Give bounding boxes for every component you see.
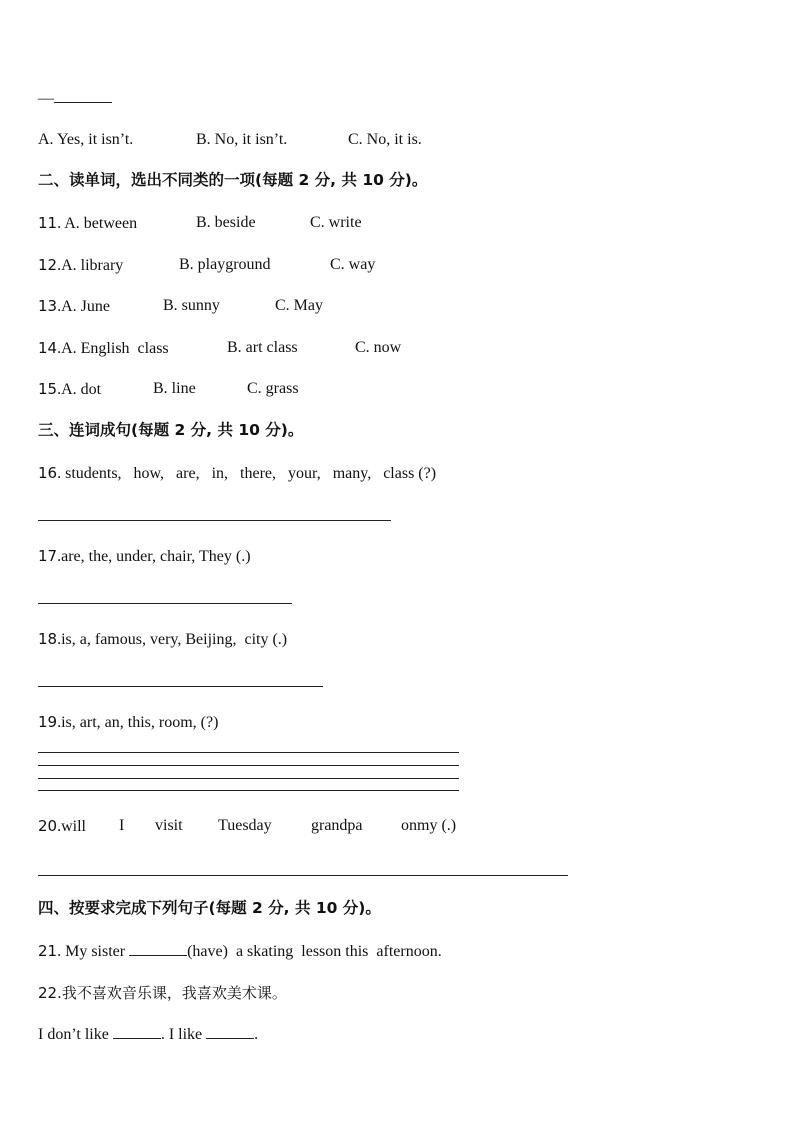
option-c: C. May bbox=[275, 297, 323, 314]
option-c: C. No, it is. bbox=[348, 131, 422, 148]
option-b: B. playground bbox=[179, 256, 271, 273]
sentence-middle: . I like bbox=[160, 1026, 207, 1043]
question-number: 21 bbox=[38, 942, 58, 960]
word-1-row bbox=[38, 816, 86, 837]
question-number: 20 bbox=[38, 817, 58, 835]
option-a: .A. library bbox=[57, 257, 124, 274]
answer-line-19a[interactable] bbox=[38, 752, 459, 753]
question-number: 16 bbox=[38, 464, 58, 482]
section-4-heading: 四、按要求完成下列句子(每题 2 分, 共 10 分)。 bbox=[38, 899, 381, 917]
option-a-row bbox=[38, 255, 123, 276]
answer-line-18[interactable] bbox=[38, 686, 323, 687]
word-2: I bbox=[119, 817, 125, 834]
answer-line-19c[interactable] bbox=[38, 778, 459, 779]
option-c: C. now bbox=[355, 339, 402, 356]
answer-line-19b[interactable] bbox=[38, 765, 459, 766]
option-b: B. No, it isn’t. bbox=[196, 131, 288, 148]
question-number: 15 bbox=[38, 380, 58, 398]
dash-mark: — bbox=[38, 90, 54, 107]
word-1: .will bbox=[57, 818, 86, 835]
option-b: B. line bbox=[153, 380, 196, 397]
option-c: C. write bbox=[310, 214, 362, 231]
question-21 bbox=[38, 941, 442, 962]
answer-line-17[interactable] bbox=[38, 603, 292, 604]
word-list: .is, art, an, this, room, (?) bbox=[57, 714, 219, 731]
section-2-heading: 二、读单词，选出不同类的一项(每题 2 分, 共 10 分)。 bbox=[38, 171, 428, 189]
option-a: A. Yes, it isn’t. bbox=[38, 131, 134, 148]
answer-blank-2[interactable] bbox=[206, 1024, 254, 1039]
question-number: 18 bbox=[38, 630, 58, 648]
answer-line-top[interactable] bbox=[38, 88, 112, 109]
word-3: visit bbox=[155, 817, 183, 834]
question-number: 14 bbox=[38, 339, 58, 357]
sentence-end: (have) a skating lesson this afternoon. bbox=[187, 943, 442, 960]
question-18 bbox=[38, 629, 287, 650]
question-number: 19 bbox=[38, 713, 58, 731]
sentence-end: . bbox=[254, 1026, 259, 1043]
question-number: 13 bbox=[38, 297, 58, 315]
sentence-start: I don’t like bbox=[38, 1026, 113, 1043]
answer-blank[interactable] bbox=[129, 941, 187, 956]
option-b: B. beside bbox=[196, 214, 256, 231]
option-a: .A. June bbox=[57, 298, 110, 315]
option-b: B. sunny bbox=[163, 297, 220, 314]
option-a-row bbox=[38, 213, 137, 234]
question-16 bbox=[38, 463, 436, 484]
answer-line-16[interactable] bbox=[38, 520, 391, 521]
option-a-row bbox=[38, 296, 110, 317]
option-c: C. grass bbox=[247, 380, 299, 397]
word-list: .are, the, under, chair, They (.) bbox=[57, 548, 251, 565]
answer-line-19d[interactable] bbox=[38, 790, 459, 791]
option-c: C. way bbox=[330, 256, 376, 273]
option-a: .A. English class bbox=[57, 340, 169, 357]
section-3-heading: 三、连词成句(每题 2 分, 共 10 分)。 bbox=[38, 421, 304, 439]
question-17 bbox=[38, 546, 251, 567]
answer-line-20[interactable] bbox=[38, 875, 568, 876]
word-list: . students, how, are, in, there, your, many, class (?) bbox=[57, 465, 437, 482]
question-number: 12 bbox=[38, 256, 58, 274]
word-6: onmy (.) bbox=[401, 817, 457, 834]
question-22 bbox=[38, 983, 287, 1004]
question-number: 17 bbox=[38, 547, 58, 565]
option-a: . A. between bbox=[57, 215, 138, 232]
question-22-answer bbox=[38, 1024, 258, 1045]
question-number: 22 bbox=[38, 984, 58, 1002]
word-4: Tuesday bbox=[218, 817, 272, 834]
option-a: .A. dot bbox=[57, 381, 102, 398]
answer-blank-1[interactable] bbox=[113, 1024, 161, 1039]
option-a-row bbox=[38, 338, 169, 359]
sentence-start: . My sister bbox=[57, 943, 130, 960]
chinese-prompt: .我不喜欢音乐课，我喜欢美术课。 bbox=[57, 984, 287, 1002]
option-a-row bbox=[38, 379, 101, 400]
word-list: .is, a, famous, very, Beijing, city (.) bbox=[57, 631, 288, 648]
question-number: 11 bbox=[38, 214, 58, 232]
answer-blank[interactable] bbox=[54, 88, 112, 103]
option-b: B. art class bbox=[227, 339, 298, 356]
word-5: grandpa bbox=[311, 817, 363, 834]
question-19 bbox=[38, 712, 218, 733]
